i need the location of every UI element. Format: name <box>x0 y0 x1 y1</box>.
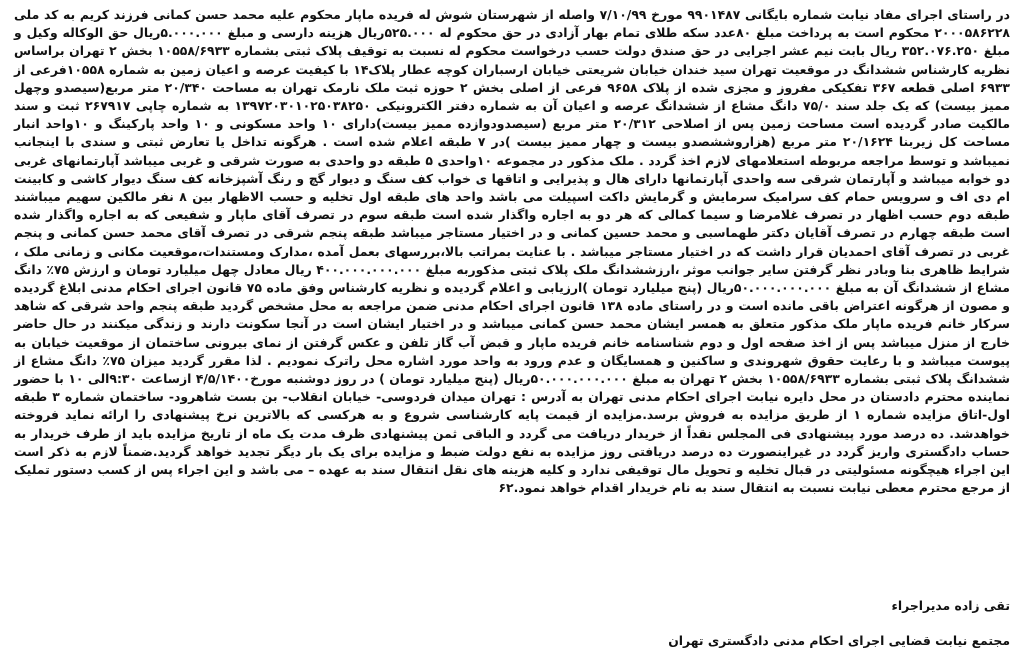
signer-organization: مجتمع نیابت قضایی اجرای احکام مدنی دادگستری تهران <box>668 633 1010 648</box>
signer-name: تقی زاده مدیراجراء <box>891 598 1010 613</box>
notice-body <box>14 6 1010 497</box>
notice-paragraph: در راستای اجرای مفاد نیابت شماره بایگانی ۹۹۰۱۴۸۷ مورخ ۷/۱۰/۹۹ واصله از شهرستان شوش له فریده ماپار محکوم علیه محمد حسن کمانی فرزند کریم به کد ملی ۲۰۰۰۵۸۶۲۲۸ محکوم است به پرداخت مبلغ ۸۰عدد سکه طلای تمام بهار آزادی در حق محکوم له ۵۲۵.۰۰۰ریال هزینه دارسی و مبلغ ۵.۰۰۰.۰۰۰ریال حق الوکاله وکیل و مبلغ ۳۵۲.۰۷۶.۲۵۰ ریال بابت نیم عشر اجرایی در حق صندق دولت حسب درخواست محکوم له نسبت به توقیف پلاک ثبتی بشماره ۱۰۵۵۸/۶۹۳۳ بخش ۲ تهران براساس نظریه کارشناس ششدانگ در موقعیت تهران سید خندان خیابان شریعتی خیابان ارسباران کوچه عطار پلاک۱۴ با کیفیت عرصه و اعیان زمین به شماره ۱۰۵۵۸فرعی از ۶۹۳۳ اصلی قطعه ۳۶۷ تفکیکی مفروز و مجزی شده از پلاک ۹۶۵۸ فرعی از اصلی بخش ۲ حوزه ثبت ملک نارمک تهران به مساحت ۲۰/۳۴۰ متر مربع(سیصدو وچهل ممیز بیست) که یک جلد سند ۷۵/۰ دانگ مشاع از ششدانگ عرصه و اعیان آن به شماره دفتر الکترونیکی ۱۳۹۷۲۰۳۰۱۰۲۵۰۳۸۲۵۰ به شماره چاپی ۲۶۷۹۱۷ ثبت و سند مالکیت صادر گردیده است مساحت زمین پس از اصلاحی ۲۰/۳۱۲ متر مربع (سیصدودوازده ممیز بیست)دارای ۱۰ واحد مسکونی و ۱۰ واحد پارکینگ و ۱۰واحد انبار مساحت کل زیربنا ۲۰/۱۶۲۴ متر مربع (هزاروششصدو بیست و چهار ممیز بیست )در ۷ طبقه اعلام شده است . هرگونه تداخل یا تعارض ثبتی و سندی با اینجانب نمیباشد و توسط مراجعه مربوطه استعلامهای لازم اخذ گردد . ملک مذکور در مجموعه ۱۰واحدی ۵ طبقه دو واحدی به صورت شرقی و غربی میباشد آپارتمانهای غربی دو خوابه میباشد و آپارتمان شرقی سه واحدی آپارتمانها دارای هال و پذیرایی و اتاقها ی خواب کف سنگ و دیوار گچ و رنگ آشپزخانه کف سنگ دیوار کاشی و کابینت ام دی اف و سرویس حمام کف سرامیک سرمایش و گرمایش داکت اسپیلت می باشد واحد های طبقه اول تخلیه و حسب الاظهار بین ۸ نفر مالکین سهیم میباشند طبقه دوم حسب اظهار در تصرف غلامرضا و سیما کمالی که هر دو به اجاره واگذار شده است طبقه سوم در تصرف آقای ماپار و شفیعی که به اجاره واگذار شده است طبقه چهارم در تصرف آقایان دکتر طهماسبی و محمد حسین کمانی و در اختیار مستاجر میباشد طبقه پنجم شرقی در تصرف آقای محمد حسن کمانی و پنجم غربی در تصرف آقای احمدیان قرار داشت که در اختیار مستاجر میباشد . با عنایت بمراتب بالا،بررسهای بعمل آمده ،مدارک ومستندات،موقعیت مکانی و زمانی ملک ، شرایط ظاهری بنا وبادر نظر گرفتن سایر جوانب موثر ،ارزششدانگ ملک پلاک ثبتی مذکوربه مبلغ ۴۰۰.۰۰۰.۰۰۰.۰۰۰ ریال معادل چهل میلیارد تومان و ارزش ۷۵٪ دانگ مشاع از ششدانگ آن به مبلغ ۵۰.۰۰۰.۰۰۰.۰۰۰ریال (پنج میلیارد تومان )ارزیابی و اعلام گردیده و نظریه کارشناس وفق ماده ۷۵ قانون اجرای احکام مدنی ابلاغ گردیده و مصون از هرگونه اعتراض باقی مانده است و در راستای ماده ۱۳۸ قانون اجرای احکام مدنی ضمن مراجعه به محل مشخص گردید طبقه پنجم واحد شرقی که شاهد سرکار خانم فریده ماپار ملک مذکور متعلق به همسر ایشان محمد حسن کمانی میباشد و در اختیار ایشان است در آنجا سکونت دارند و زندگی میکنند در حال حاضر خارج از منزل میباشد پس از اخذ صفحه اول و دوم شناسنامه خانم فریده ماپار و قبض آب گاز تلفن و عکس گرفتن از نمای بیرونی ساختمان از موقعیت خیابان به پیوست میباشد و با رعایت حقوق شهروندی و ساکنین و همسایگان و عدم ورود به واحد مورد اشاره محل راترک نمودیم . لذا مقرر گردید میزان ۷۵٪ دانگ مشاع از ششدانگ پلاک ثبتی بشماره ۱۰۵۵۸/۶۹۳۳ بخش ۲ تهران به مبلغ ۵۰.۰۰۰.۰۰۰.۰۰۰ریال (پنج میلیارد تومان ) در روز دوشنبه مورخ۴/۵/۱۴۰۰ ازساعت ۹:۳۰الی ۱۰ با حضور نماینده محترم دادستان در محل دایره نیابت اجرای احکام مدنی تهران به آدرس : تهران میدان فردوسی- خیابان انقلاب- بن بست شاهرود- ساختمان شماره ۳ طبقه اول-اتاق مزایده شماره ۱ از طریق مزایده به فروش برسد.مزایده از قیمت پایه کارشناسی شروع و به هرکسی که بالاترین نرخ پیشنهادی را ارائه نماید فروخته خواهدشد. ده درصد مورد پیشنهادی فی المجلس نقداً از خریدار دریافت می گردد و الباقی ثمن پیشنهادی ظرف مدت یک ماه از تاریخ مزایده باید از طرف خریدار به حساب دادگستری واریز گردد در غیراینصورت ده درصد دریافتی روز مزایده به نفع دولت ضبط و مزایده برای یک بار دیگر تجدید خواهد گردید.ضمناً لازم به ذکر است این اجراء هیچگونه مسئولیتی در قبال تخلیه و تحویل مال توقیفی ندارد و کلیه هزینه های نقل انتقال سند به عهده – می باشد و این اجراء پس از کسب دستور تملیک از مرجع محترم معطی نیابت نسبت به انتقال سند به نام خریدار اقدام خواهد نمود.۶۲ <box>14 7 1011 496</box>
